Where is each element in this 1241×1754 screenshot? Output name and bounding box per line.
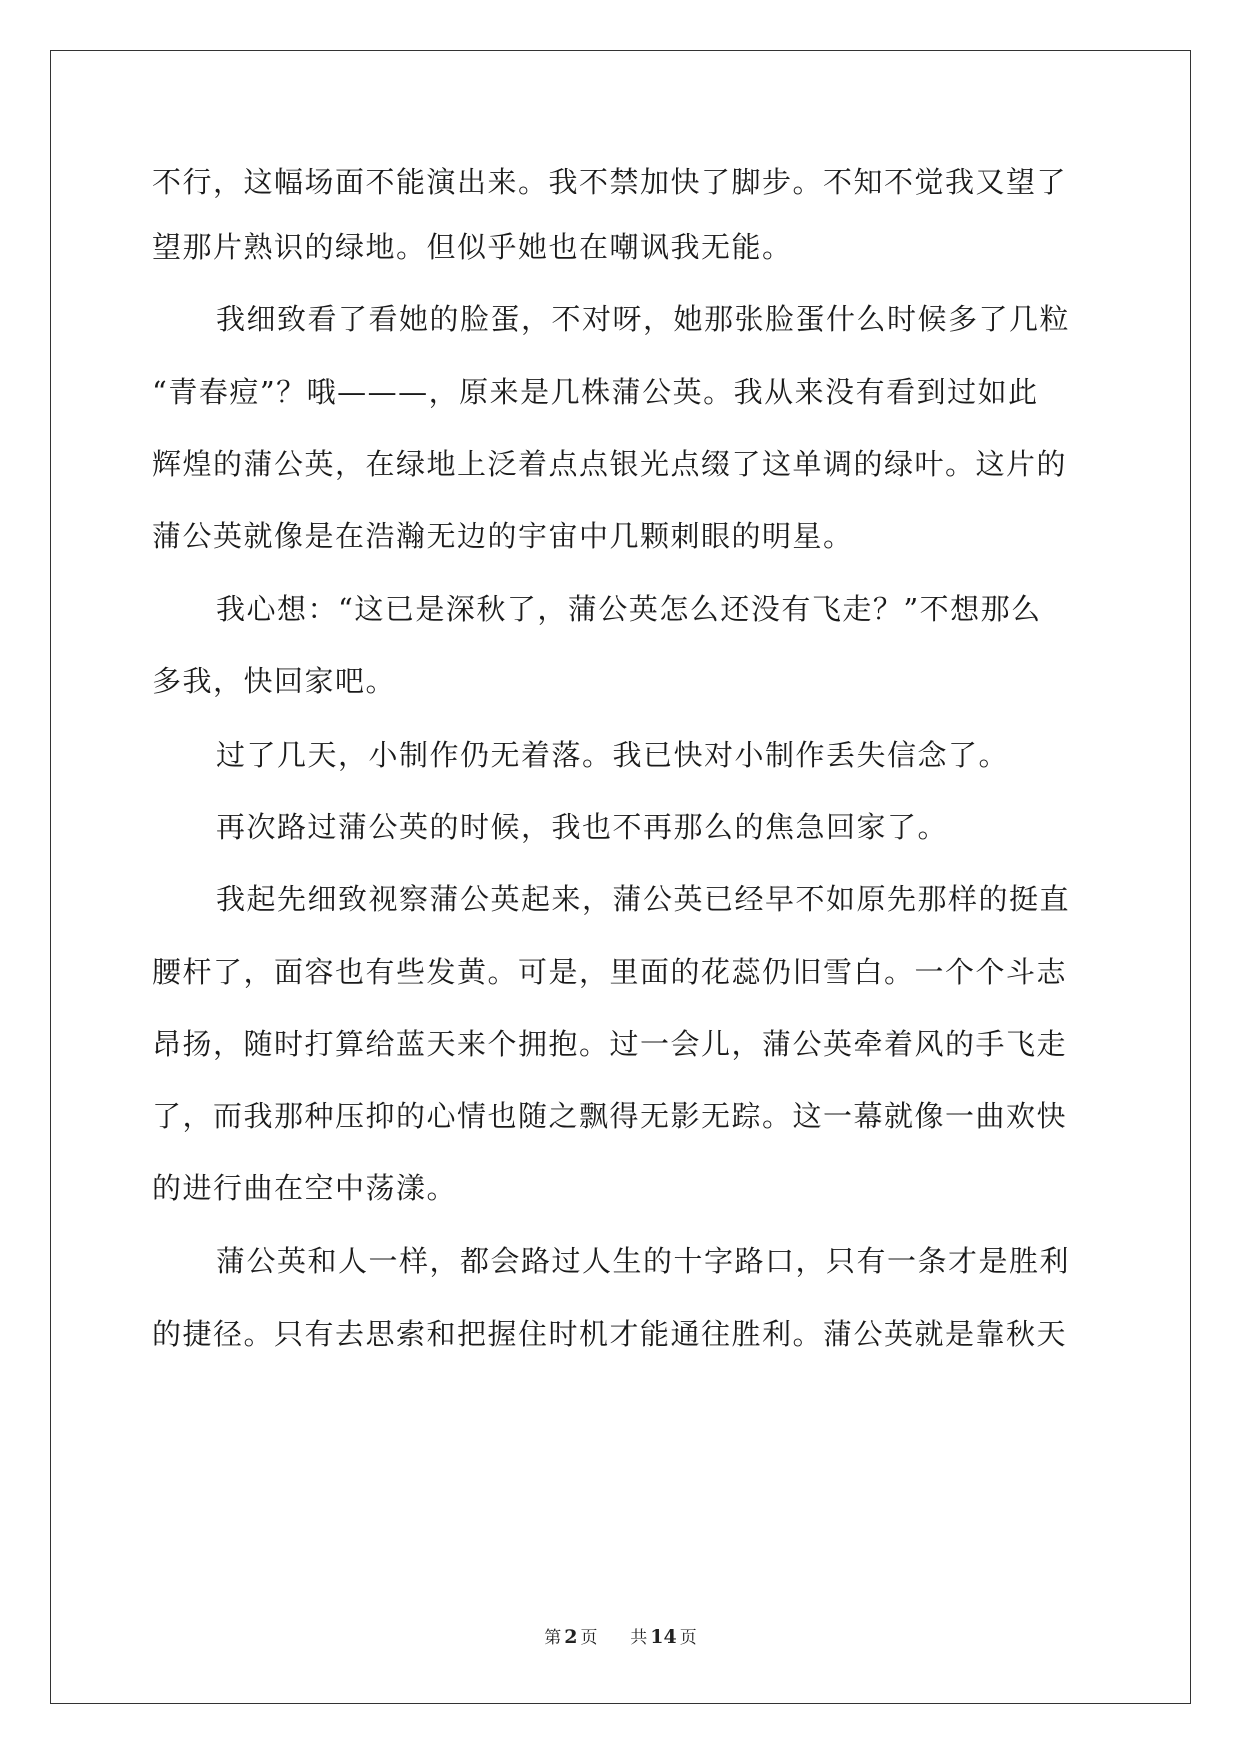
text-line: 不行，这幅场面不能演出来。我不禁加快了脚步。不知不觉我又望了 — [152, 165, 1068, 199]
text-line: 蒲公英就像是在浩瀚无边的宇宙中几颗刺眼的明星。 — [152, 519, 854, 553]
total-pages: 14 — [650, 1626, 677, 1648]
text-line: 我起先细致视察蒲公英起来，蒲公英已经早不如原先那样的挺直 — [216, 882, 1071, 916]
text-line: 蒲公英和人一样，都会路过人生的十字路口，只有一条才是胜利 — [216, 1244, 1071, 1278]
text-line: 过了几天，小制作仍无着落。我已快对小制作丢失信念了。 — [216, 738, 1010, 772]
text-line: 腰杆了，面容也有些发黄。可是，里面的花蕊仍旧雪白。一个个斗志 — [152, 955, 1068, 989]
page-prefix: 第 — [544, 1628, 562, 1648]
page-suffix: 页 — [580, 1628, 598, 1648]
total-suffix: 页 — [679, 1628, 697, 1648]
page-border — [50, 50, 1191, 1704]
page-number: 2 — [564, 1626, 578, 1648]
text-line: 望那片熟识的绿地。但似乎她也在嘲讽我无能。 — [152, 230, 793, 264]
text-line: 再次路过蒲公英的时候，我也不再那么的焦急回家了。 — [216, 810, 949, 844]
total-prefix: 共 — [630, 1628, 648, 1648]
text-line: 我心想：“这已是深秋了，蒲公英怎么还没有飞走？”不想那么 — [216, 592, 1042, 626]
text-line: 了，而我那种压抑的心情也随之飘得无影无踪。这一幕就像一曲欢快 — [152, 1099, 1068, 1133]
text-line: 辉煌的蒲公英，在绿地上泛着点点银光点缀了这单调的绿叶。这片的 — [152, 447, 1068, 481]
text-line: 昂扬，随时打算给蓝天来个拥抱。过一会儿，蒲公英牵着风的手飞走 — [152, 1027, 1068, 1061]
page-footer — [0, 1626, 1241, 1649]
text-line: 多我，快回家吧。 — [152, 664, 397, 698]
text-line: 的进行曲在空中荡漾。 — [152, 1171, 458, 1205]
text-line: 我细致看了看她的脸蛋，不对呀，她那张脸蛋什么时候多了几粒 — [216, 302, 1071, 336]
text-line: 的捷径。只有去思索和把握住时机才能通往胜利。蒲公英就是靠秋天 — [152, 1317, 1068, 1351]
text-line: “青春痘”？哦———，原来是几株蒲公英。我从来没有看到过如此 — [152, 375, 1039, 409]
